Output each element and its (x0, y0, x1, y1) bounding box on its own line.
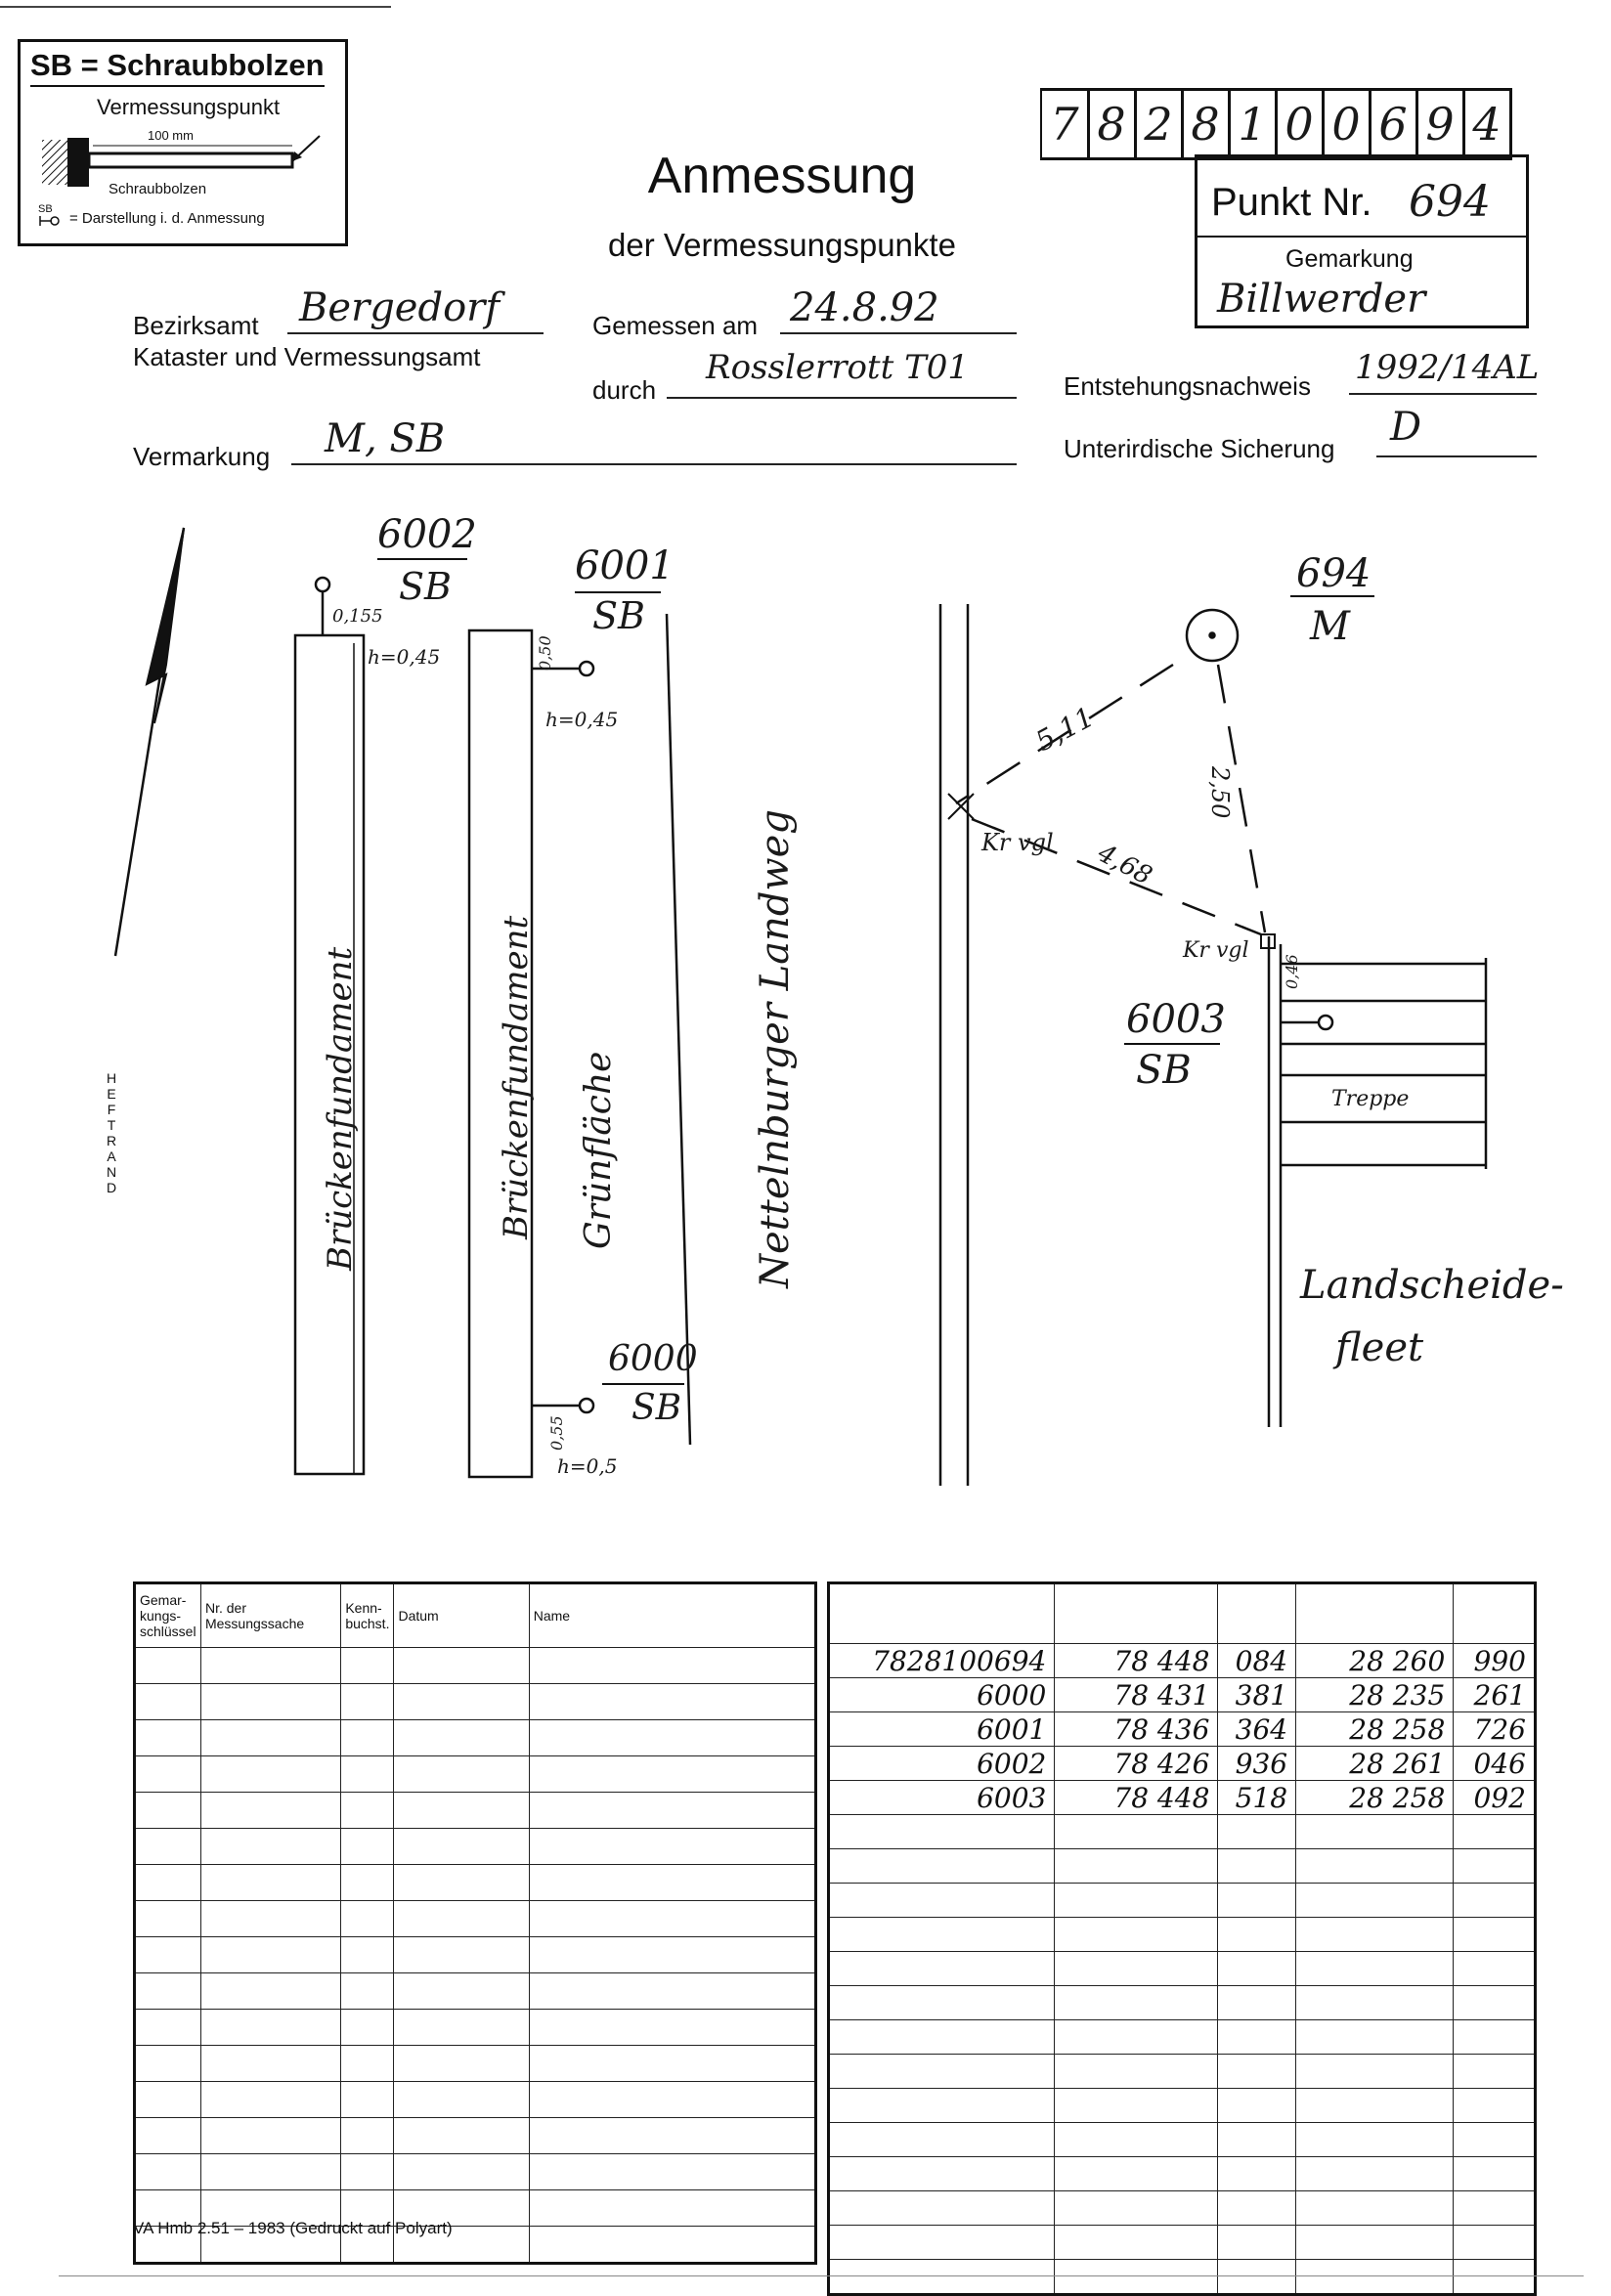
table-row (135, 1973, 816, 2010)
table-cell (1218, 2191, 1296, 2226)
gemarkung-value: Billwerder (1217, 277, 1426, 322)
table-cell (135, 1973, 201, 2010)
table-row (135, 1756, 816, 1793)
table-cell (341, 2010, 394, 2046)
table-cell (341, 2082, 394, 2118)
table-cell (829, 1918, 1055, 1952)
point-6001-type: SB (592, 594, 645, 637)
table-row (829, 1918, 1536, 1952)
point-id-digit: 1 (1228, 88, 1278, 160)
table-cell: 381 (1218, 1678, 1296, 1712)
header-gemarkungsschluessel: Gemar-kungs-schlüssel (135, 1583, 201, 1648)
point-6000-marker-icon (580, 1399, 593, 1412)
form-footer: VA Hmb 2.51 – 1983 (Gedruckt auf Polyart) (133, 2219, 453, 2237)
table-row (135, 1829, 816, 1865)
table-cell (1218, 2089, 1296, 2123)
label-gruenflaeche: Grünfläche (579, 1051, 619, 1249)
table-cell (1055, 2226, 1218, 2260)
table-cell (200, 2082, 340, 2118)
legend-title: SB = Schraubbolzen (30, 48, 325, 87)
table-cell (200, 1720, 340, 1756)
table-cell (200, 1937, 340, 1973)
table-cell (1296, 2191, 1454, 2226)
heftrand-text: HEFTRAND (106, 1070, 117, 1195)
table-row (135, 1865, 816, 1901)
coordinates-table (827, 1581, 1537, 2296)
table-cell (529, 2010, 815, 2046)
point-6001-dist: 0,50 (536, 635, 554, 671)
table-cell: 518 (1218, 1781, 1296, 1815)
table-cell (135, 2082, 201, 2118)
bezirksamt-label: Bezirksamt (133, 311, 259, 340)
table-cell (529, 1793, 815, 1829)
table-cell (1296, 2089, 1454, 2123)
table-cell (394, 2082, 529, 2118)
table-cell (394, 1684, 529, 1720)
table-cell (1454, 2020, 1536, 2055)
point-6000-dist: 0,55 (547, 1415, 566, 1451)
table-cell: 7828100694 (829, 1644, 1055, 1678)
table-cell (529, 1973, 815, 2010)
table-row (829, 1849, 1536, 1884)
table-cell (341, 1901, 394, 1937)
table-cell (135, 2118, 201, 2154)
table-cell (1296, 1986, 1454, 2020)
table-cell (1055, 2089, 1218, 2123)
table-row (829, 2260, 1536, 2295)
label-brueckenfundament-2: Brückenfundament (497, 915, 536, 1239)
table-cell (200, 1901, 340, 1937)
table-row (829, 1952, 1536, 1986)
table-cell: 78 448 (1055, 1781, 1218, 1815)
table-cell (829, 2157, 1055, 2191)
table-cell (341, 1648, 394, 1684)
table-cell (829, 2123, 1055, 2157)
point-id-digit: 4 (1462, 88, 1512, 160)
vermarkung-label: Vermarkung (133, 442, 271, 471)
table-cell (200, 2154, 340, 2190)
table-cell (1454, 1849, 1536, 1884)
table-cell (1218, 2260, 1296, 2295)
table-cell (1218, 2157, 1296, 2191)
page-subtitle: der Vermessungspunkte (608, 227, 956, 263)
table-cell (341, 2118, 394, 2154)
table-cell (135, 1937, 201, 1973)
table-cell (1055, 2157, 1218, 2191)
table-cell (1296, 1815, 1454, 1849)
point-id-digit: 0 (1322, 88, 1372, 160)
table-cell (1055, 1884, 1218, 1918)
point-6001-height: h=0,45 (545, 708, 619, 731)
table-cell (1218, 2226, 1296, 2260)
table-row (829, 1815, 1536, 1849)
table-row (135, 1937, 816, 1973)
header-kennbuchstabe: Kenn-buchst. (341, 1583, 394, 1648)
right-table-body (829, 1644, 1536, 2295)
table-cell (135, 1865, 201, 1901)
point-id-digit: 2 (1134, 88, 1184, 160)
table-cell: 78 448 (1055, 1644, 1218, 1678)
heftrand-label (105, 1070, 118, 1195)
point-id-digit: 0 (1275, 88, 1325, 160)
point-6000-type: SB (631, 1388, 682, 1428)
point-6003-marker-icon (1319, 1016, 1332, 1029)
table-cell (1055, 1815, 1218, 1849)
table-cell (529, 2046, 815, 2082)
durch-label: durch (592, 375, 657, 405)
table-cell (529, 2082, 815, 2118)
table-cell (1454, 1918, 1536, 1952)
table-cell (341, 1829, 394, 1865)
table-cell (529, 1720, 815, 1756)
table-row (829, 1781, 1536, 1815)
label-fleet-2: fleet (1335, 1325, 1424, 1370)
table-cell (1296, 2020, 1454, 2055)
point-6000-number: 6000 (608, 1339, 698, 1379)
table-cell (341, 1865, 394, 1901)
table-row (135, 1901, 816, 1937)
table-cell (394, 2010, 529, 2046)
table-cell: 28 258 (1296, 1712, 1454, 1747)
table-cell (529, 1756, 815, 1793)
table-cell (1055, 2260, 1218, 2295)
table-cell: 364 (1218, 1712, 1296, 1747)
point-6002-number: 6002 (377, 512, 477, 557)
table-row (829, 1644, 1536, 1678)
bottom-edge-line (59, 2275, 1584, 2276)
table-cell: 6000 (829, 1678, 1055, 1712)
legend-bolt-label: Schraubbolzen (109, 181, 207, 197)
table-cell: 936 (1218, 1747, 1296, 1781)
table-cell (341, 1937, 394, 1973)
table-cell (529, 2118, 815, 2154)
table-cell: 726 (1454, 1712, 1536, 1747)
table-cell: 084 (1218, 1644, 1296, 1678)
table-cell (394, 1829, 529, 1865)
table-cell (135, 1684, 201, 1720)
sicherung-value: D (1390, 405, 1422, 450)
table-cell (341, 1793, 394, 1829)
table-cell (1055, 1952, 1218, 1986)
table-cell (1055, 2123, 1218, 2157)
point-6002-type: SB (399, 565, 452, 608)
table-cell (135, 1648, 201, 1684)
bezirksamt-value: Bergedorf (299, 285, 501, 330)
table-cell (1296, 2055, 1454, 2089)
table-cell (829, 1952, 1055, 1986)
kreuz-vergleich-1: Kr vgl (981, 829, 1054, 856)
table-cell: 6002 (829, 1747, 1055, 1781)
table-cell (1454, 2123, 1536, 2157)
table-cell: 6003 (829, 1781, 1055, 1815)
table-cell (135, 1829, 201, 1865)
table-cell (1296, 2226, 1454, 2260)
table-cell (829, 1849, 1055, 1884)
gemessen-value: 24.8.92 (790, 285, 939, 330)
table-cell (829, 2191, 1055, 2226)
table-cell (1218, 2055, 1296, 2089)
table-cell (829, 2226, 1055, 2260)
table-cell (1454, 1952, 1536, 1986)
table-row (829, 2123, 1536, 2157)
gruenflaeche-edge (667, 614, 690, 1445)
table-cell (394, 1648, 529, 1684)
point-id-digit: 6 (1369, 88, 1418, 160)
left-table-body (135, 1648, 816, 2264)
table-cell: 28 258 (1296, 1781, 1454, 1815)
table-cell (200, 1648, 340, 1684)
table-cell (1218, 2020, 1296, 2055)
gemarkung-label: Gemarkung (1285, 245, 1414, 273)
page-title: Anmessung (647, 148, 917, 204)
gemessen-label: Gemessen am (592, 311, 759, 340)
table-row (135, 2082, 816, 2118)
point-6003-dist: 0,46 (1283, 954, 1301, 989)
table-cell (341, 2046, 394, 2082)
table-cell (200, 1973, 340, 2010)
point-id-digit: 9 (1415, 88, 1465, 160)
point-6000-height: h=0,5 (557, 1454, 618, 1478)
entstehung-value: 1992/14AL (1355, 348, 1540, 387)
table-row (135, 1648, 816, 1684)
table-cell (1218, 1952, 1296, 1986)
punkt-label: Punkt Nr. (1211, 181, 1372, 224)
table-cell (529, 1865, 815, 1901)
table-header-row (829, 1583, 1536, 1644)
table-cell (341, 1756, 394, 1793)
durch-value: Rosslerrott T01 (706, 348, 970, 387)
table-row (829, 1747, 1536, 1781)
table-cell (529, 2154, 815, 2190)
table-cell (1454, 1884, 1536, 1918)
table-cell (1454, 2191, 1536, 2226)
table-cell (529, 1829, 815, 1865)
dist-label-511: 5,11 (1030, 700, 1100, 758)
table-cell (200, 1829, 340, 1865)
table-row (135, 2046, 816, 2082)
table-cell (1454, 1815, 1536, 1849)
table-cell (394, 1973, 529, 2010)
table-row (829, 1678, 1536, 1712)
table-cell (1454, 2089, 1536, 2123)
header-name: Name (529, 1583, 815, 1648)
table-cell (1218, 1918, 1296, 1952)
header-datum: Datum (394, 1583, 529, 1648)
table-cell (200, 1756, 340, 1793)
table-cell (829, 1986, 1055, 2020)
kreuz-vergleich-2: Kr vgl (1183, 938, 1249, 963)
table-cell (1296, 2157, 1454, 2191)
table-cell (829, 2055, 1055, 2089)
table-cell (135, 1793, 201, 1829)
sicherung-label: Unterirdische Sicherung (1064, 434, 1335, 463)
dist-label-250: 2,50 (1206, 766, 1234, 819)
point-6002-marker-icon (316, 578, 329, 591)
table-cell (829, 1884, 1055, 1918)
table-cell: 78 426 (1055, 1747, 1218, 1781)
table-cell (200, 1793, 340, 1829)
table-cell (529, 2190, 815, 2227)
point-id-digit: 8 (1181, 88, 1231, 160)
table-cell (1218, 1986, 1296, 2020)
table-cell (394, 1793, 529, 1829)
table-cell (135, 2010, 201, 2046)
table-cell (200, 2046, 340, 2082)
table-cell (1055, 2020, 1218, 2055)
table-cell (1296, 2123, 1454, 2157)
table-cell (529, 2227, 815, 2264)
table-cell (341, 2154, 394, 2190)
table-cell (1055, 1918, 1218, 1952)
table-row (829, 1884, 1536, 1918)
table-cell (529, 1937, 815, 1973)
point-6003-number: 6003 (1126, 997, 1226, 1042)
table-cell (394, 2046, 529, 2082)
table-cell (341, 1720, 394, 1756)
table-row (829, 2191, 1536, 2226)
table-cell (1296, 2260, 1454, 2295)
point-694-type: M (1310, 604, 1350, 649)
table-cell (1296, 1952, 1454, 1986)
table-row (829, 1712, 1536, 1747)
table-cell (1218, 2123, 1296, 2157)
table-row (829, 1986, 1536, 2020)
table-cell (1454, 2260, 1536, 2295)
label-brueckenfundament-1: Brückenfundament (321, 946, 360, 1271)
table-cell (1296, 1849, 1454, 1884)
table-cell (1454, 2226, 1536, 2260)
table-cell (200, 2010, 340, 2046)
table-cell (135, 1756, 201, 1793)
point-6001-marker-icon (580, 662, 593, 675)
table-cell (529, 1684, 815, 1720)
table-cell: 28 260 (1296, 1644, 1454, 1678)
table-row (135, 2118, 816, 2154)
table-cell (394, 1720, 529, 1756)
table-cell (394, 1756, 529, 1793)
table-cell: 092 (1454, 1781, 1536, 1815)
table-row (135, 2010, 816, 2046)
table-cell (1055, 1986, 1218, 2020)
table-cell (394, 2118, 529, 2154)
table-cell (341, 1973, 394, 2010)
label-road: Nettelnburger Landweg (753, 809, 798, 1288)
table-row (829, 2089, 1536, 2123)
table-cell (394, 1865, 529, 1901)
table-cell (135, 2046, 201, 2082)
table-row (829, 2020, 1536, 2055)
table-cell: 78 436 (1055, 1712, 1218, 1747)
table-cell: 78 431 (1055, 1678, 1218, 1712)
north-arrow-head-icon (147, 528, 184, 723)
table-cell (394, 2154, 529, 2190)
table-cell: 6001 (829, 1712, 1055, 1747)
table-row (135, 1720, 816, 1756)
vermarkung-value: M, SB (325, 416, 446, 461)
point-6003-type: SB (1136, 1048, 1192, 1093)
point-6001-number: 6001 (575, 543, 675, 588)
table-cell (200, 2118, 340, 2154)
table-row (829, 2226, 1536, 2260)
table-cell (1055, 1849, 1218, 1884)
table-cell (1296, 1884, 1454, 1918)
table-row (829, 2157, 1536, 2191)
point-6002-dist: 0,155 (332, 606, 383, 627)
dist-label-468: 4,68 (1092, 839, 1157, 891)
table-cell: 28 235 (1296, 1678, 1454, 1712)
legend-subtitle: Vermessungspunkt (97, 95, 281, 119)
table-cell (1218, 1884, 1296, 1918)
table-cell (829, 2089, 1055, 2123)
label-fleet-1: Landscheide- (1300, 1263, 1564, 1308)
table-cell (1218, 1815, 1296, 1849)
legend-length: 100 mm (148, 128, 194, 143)
table-cell: 990 (1454, 1644, 1536, 1678)
point-id-digit: 8 (1087, 88, 1137, 160)
table-cell (200, 1865, 340, 1901)
point-id-digit: 7 (1040, 88, 1090, 160)
table-cell (1296, 1918, 1454, 1952)
table-cell (135, 1901, 201, 1937)
legend-display-note: = Darstellung i. d. Anmessung (69, 210, 265, 227)
table-cell: 046 (1454, 1747, 1536, 1781)
table-cell (394, 1937, 529, 1973)
table-cell (135, 1720, 201, 1756)
point-694-number: 694 (1296, 551, 1372, 596)
table-cell (829, 1815, 1055, 1849)
table-cell (1454, 2055, 1536, 2089)
table-cell (1454, 2157, 1536, 2191)
table-cell (341, 1684, 394, 1720)
table-cell (1218, 1849, 1296, 1884)
table-cell: 28 261 (1296, 1747, 1454, 1781)
point-6002-height: h=0,45 (368, 645, 441, 669)
table-cell (529, 1901, 815, 1937)
table-cell (829, 2020, 1055, 2055)
label-treppe: Treppe (1331, 1087, 1410, 1111)
table-cell (1055, 2191, 1218, 2226)
table-row (135, 1684, 816, 1720)
header-messungssache: Nr. der Messungssache (200, 1583, 340, 1648)
table-row (135, 1793, 816, 1829)
table-cell (829, 2260, 1055, 2295)
messungssache-table (133, 1581, 817, 2265)
table-cell: 261 (1454, 1678, 1536, 1712)
table-row (829, 2055, 1536, 2089)
table-cell (394, 1901, 529, 1937)
table-cell (135, 2154, 201, 2190)
table-cell (529, 1648, 815, 1684)
table-row (135, 2154, 816, 2190)
entstehung-label: Entstehungsnachweis (1064, 371, 1311, 401)
legend-symbol-text: SB (38, 203, 53, 215)
table-cell (200, 1684, 340, 1720)
table-cell (1454, 1986, 1536, 2020)
table-header-row (135, 1583, 816, 1648)
punkt-value: 694 (1409, 177, 1491, 227)
table-cell (1055, 2055, 1218, 2089)
kataster-label: Kataster und Vermessungsamt (133, 342, 481, 371)
